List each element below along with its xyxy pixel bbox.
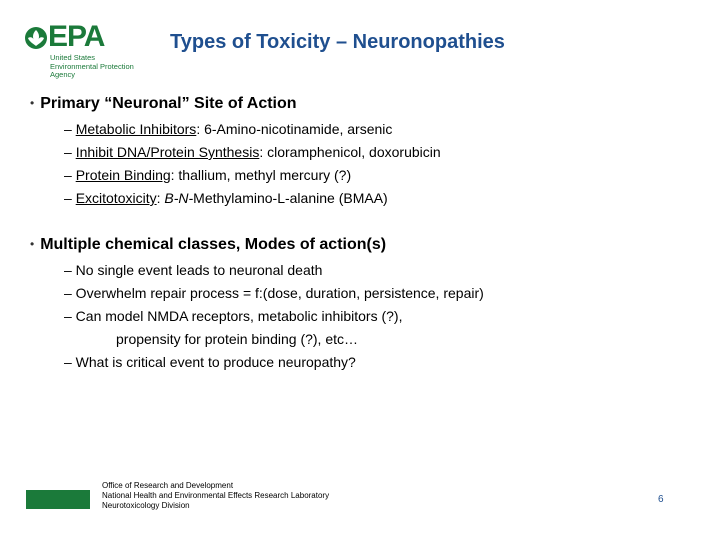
bullet-text: Multiple chemical classes, Modes of action(s) [40, 236, 387, 253]
sub-item-metabolic: – Metabolic Inhibitors: 6-Amino-nicotinamide, arsenic [64, 121, 393, 137]
sub-item-term: Inhibit DNA/Protein Synthesis [75, 144, 260, 160]
sub-item-dna-protein: – Inhibit DNA/Protein Synthesis: cloramphenicol, doxorubicin [64, 144, 441, 160]
sub-item-critical-event: – What is critical event to produce neuropathy? [64, 354, 356, 370]
logo-line-2: Environmental Protection [50, 61, 134, 71]
bullet-dot: • [30, 96, 35, 110]
sub-item-term: Metabolic Inhibitors [75, 121, 197, 137]
sub-item-nmda: – Can model NMDA receptors, metabolic inhibitors (?), [64, 308, 403, 324]
sub-item-overwhelm-repair: – Overwhelm repair process = f:(dose, duration, persistence, repair) [64, 285, 484, 301]
sub-item-protein-binding: – Protein Binding: thallium, methyl mercury (?) [64, 167, 352, 183]
epa-logo [24, 20, 164, 80]
page-number: 6 [658, 494, 664, 505]
footer-green-bar [26, 490, 90, 509]
sub-item-no-single-event: – No single event leads to neuronal death [64, 262, 323, 278]
sub-item-rest: : cloramphenicol, doxorubicin [259, 144, 441, 160]
logo-letters: EPA [48, 20, 105, 53]
footer-line-3: Neurotoxicology Division [102, 501, 190, 510]
sub-item-term: Protein Binding [75, 167, 171, 183]
sub-item-rest: : thallium, methyl mercury (?) [170, 167, 352, 183]
sub-item-nmda-continued: propensity for protein binding (?), etc… [116, 331, 359, 347]
sub-item-sep: : [156, 190, 165, 206]
footer-line-1: Office of Research and Development [102, 481, 234, 490]
sub-item-italic: B-N- [164, 190, 194, 206]
bullet-multiple-classes [30, 236, 386, 254]
sub-item-rest: : 6-Amino-nicotinamide, arsenic [196, 121, 393, 137]
slide-title: Types of Toxicity – Neuronopathies [170, 31, 505, 53]
bullet-text: Primary “Neuronal” Site of Action [40, 95, 297, 112]
footer-line-2: National Health and Environmental Effects Research Laboratory [102, 491, 330, 500]
bullet-dot: • [30, 237, 35, 251]
sub-item-rest: Methylamino-L-alanine (BMAA) [193, 190, 388, 206]
bullet-primary-site [30, 95, 297, 113]
logo-subtitle [50, 54, 170, 80]
logo-line-1: United States [50, 53, 96, 62]
sub-item-term: Excitotoxicity [75, 190, 157, 206]
footer-text [102, 481, 329, 511]
logo-line-3: Agency [50, 70, 76, 79]
epa-flower-icon [24, 26, 48, 50]
sub-item-excitotoxicity: – Excitotoxicity: B-N-Methylamino-L-alanine (BMAA) [64, 190, 388, 206]
